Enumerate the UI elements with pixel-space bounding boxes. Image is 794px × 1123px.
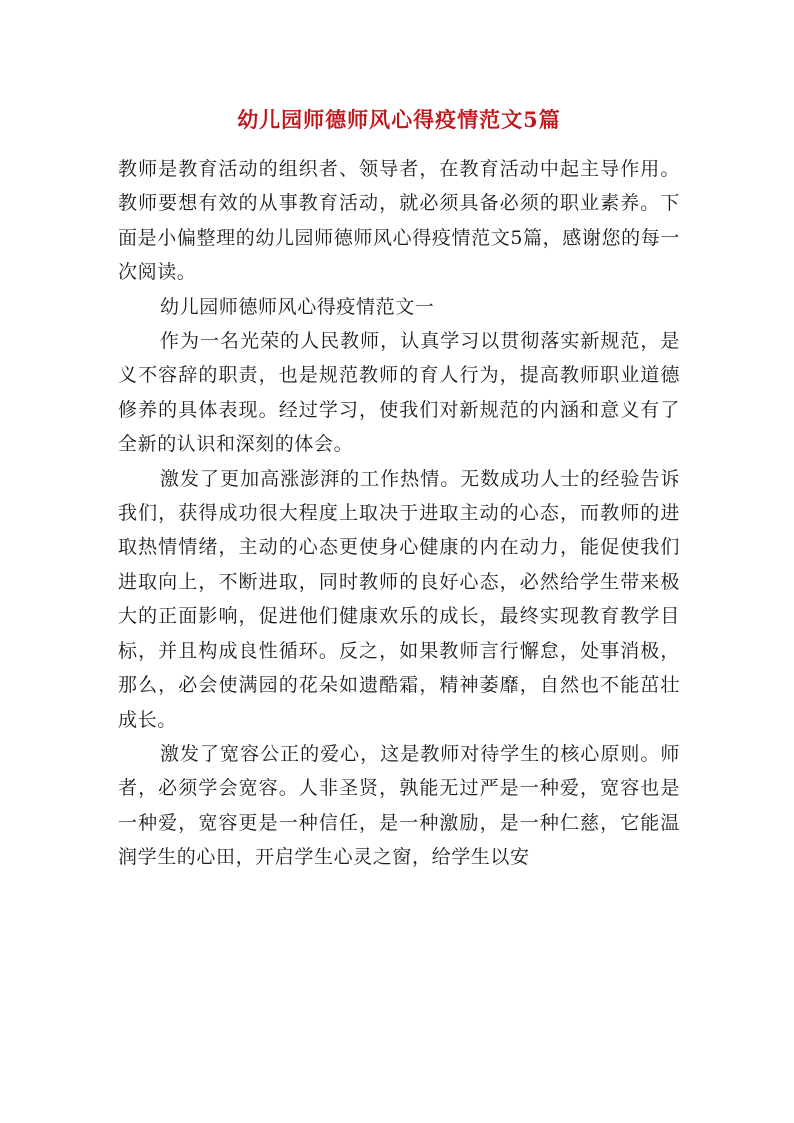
body-paragraph-3: 激发了宽容公正的爱心，这是教师对待学生的核心原则。师者，必须学会宽容。人非圣贤，孰能无过严是一种爱，宽容也是一种爱，宽容更是一种信任，是一种激励，是一种仁慈，它能温润学生的心田，开启学生心灵之窗，给学生以安 (118, 742, 680, 869)
body-paragraph-2: 激发了更加高涨澎湃的工作热情。无数成功人士的经验告诉我们，获得成功很大程度上取决于进取主动的心态，而教师的进取热情情绪，主动的心态更使身心健康的内在动力，能促使我们进取向上，不断进取，同时教师的良好心态，必然给学生带来极大的正面影响，促进他们健康欢乐的成长，最终实现教育教学目标，并且构成良性循环。反之，如果教师言行懈怠，处事消极，那么，必会使满园的花朵如遗酷霜，精神萎靡，自然也不能茁壮成长。 (118, 467, 680, 731)
document-title: 幼儿园师德师风心得疫情范文5篇 (237, 107, 561, 132)
intro-paragraph: 教师是教育活动的组织者、领导者，在教育活动中起主导作用。教师要想有效的从事教育活动，就必须具备必须的职业素养。下面是小偏整理的幼儿园师德师风心得疫情范文5篇，感谢您的每一次阅读。 (118, 158, 680, 284)
body-paragraph-1: 作为一名光荣的人民教师，认真学习以贯彻落实新规范，是义不容辞的职责，也是规范教师的育人行为，提高教师职业道德修养的具体表现。经过学习，使我们对新规范的内涵和意义有了全新的认识和深刻的体会。 (118, 330, 680, 456)
document-page (118, 100, 680, 875)
section-heading: 幼儿园师德师风心得疫情范文一 (160, 295, 435, 318)
